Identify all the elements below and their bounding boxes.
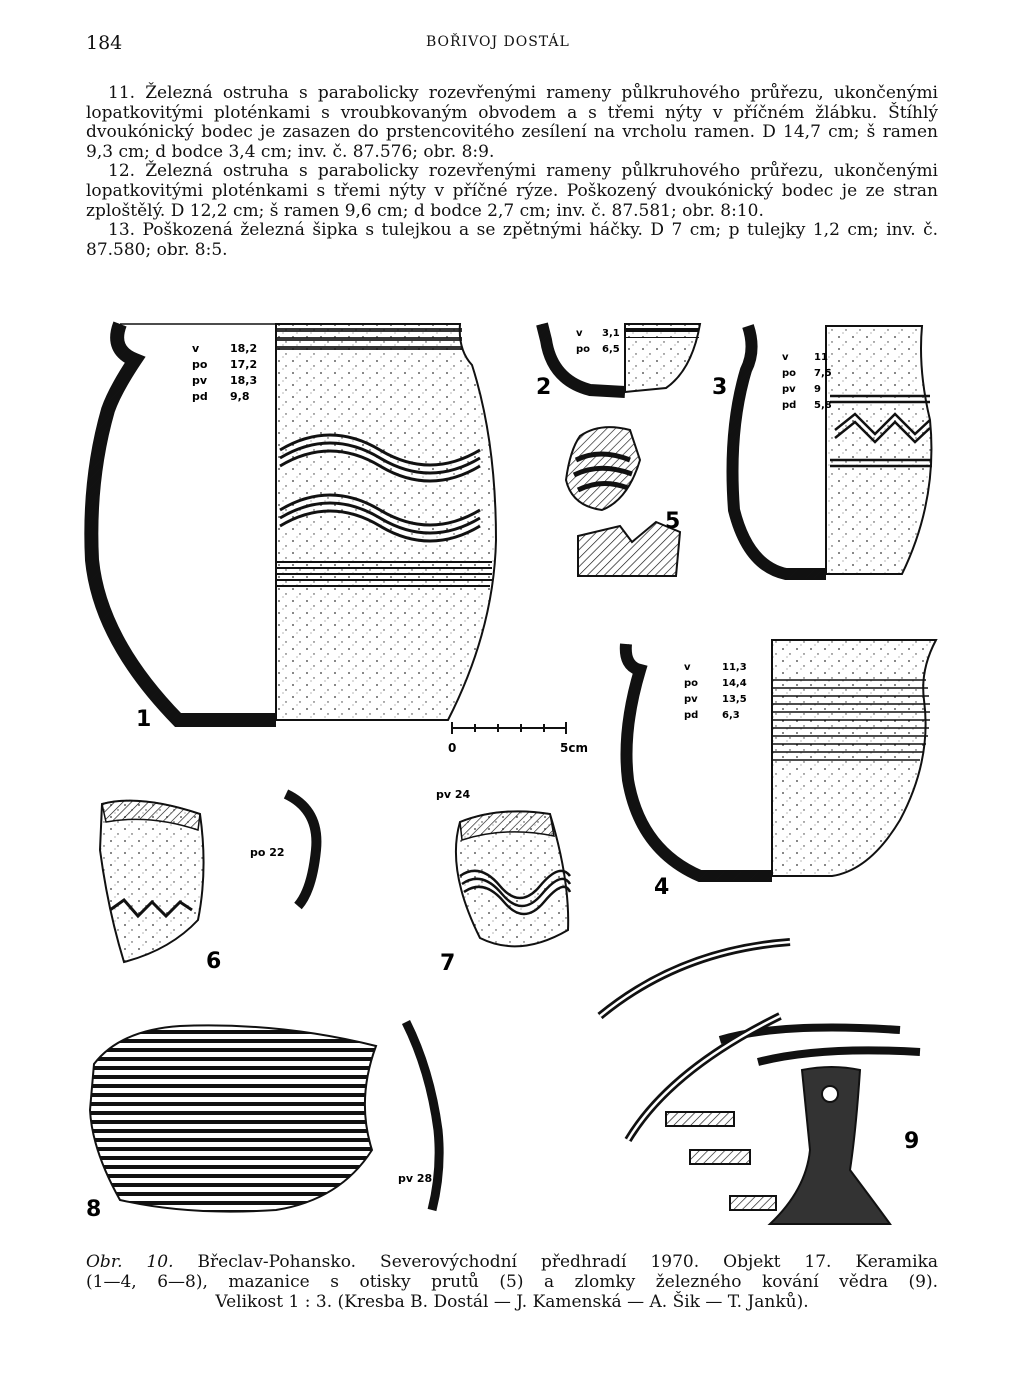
running-title: BOŘIVOJ DOSTÁL bbox=[426, 34, 570, 50]
daub-fragments-5 bbox=[566, 427, 680, 576]
dim-value: 9,8 bbox=[230, 390, 250, 403]
vessel-2-drawing bbox=[536, 324, 700, 400]
dim-value: 18,2 bbox=[230, 342, 258, 355]
dim-value: 13,5 bbox=[722, 694, 747, 705]
sherd-8-drawing bbox=[86, 1022, 439, 1222]
dim-value: 11,3 bbox=[722, 662, 747, 673]
dim-label: po bbox=[684, 678, 699, 689]
scale-end: 5cm bbox=[560, 741, 588, 755]
sherd-8-dimension: pv 28 bbox=[398, 1172, 433, 1185]
dim-label: v bbox=[782, 352, 789, 363]
caption-text: Břeclav-Pohansko. Severovýchodní předhradí 1970. Objekt 17. Keramika bbox=[197, 1252, 939, 1272]
figure-caption bbox=[86, 1252, 938, 1312]
dim-label: pd bbox=[782, 400, 797, 411]
dim-label: pv bbox=[192, 374, 208, 387]
catalogue-entry-11: 11. Železná ostruha s parabolicky rozevřenými rameny půlkruhového průřezu, ukončenými lopatkovitými ploténkami s vroubkovaným obvodem a s třemi nýty v příčném žlábku. Štíhlý dvoukónický bodec je zasazen do prstencovitého zesílení na vrcholu ramen. D 14,7 cm; š ramen 9,3 cm; d bodce 3,4 cm; inv. č. 87.576; obr. 8:9. bbox=[86, 83, 938, 162]
vessel-3-drawing bbox=[712, 326, 932, 574]
dim-value: 18,3 bbox=[230, 374, 258, 387]
figure-number-3: 3 bbox=[712, 375, 728, 400]
dim-label: pv bbox=[782, 384, 796, 395]
dim-label: pv bbox=[684, 694, 698, 705]
sherd-6-drawing bbox=[100, 794, 316, 974]
caption-line-2: (1—4, 6—8), mazanice s otisky prutů (5) a zlomky železného kování vědra (9). bbox=[86, 1272, 938, 1292]
dim-value: 17,2 bbox=[230, 358, 258, 371]
figure-number-5: 5 bbox=[665, 509, 681, 534]
figure-plate bbox=[80, 310, 960, 1245]
sherd-7-drawing bbox=[436, 788, 570, 976]
figure-number-2: 2 bbox=[536, 375, 552, 400]
dim-label: po bbox=[782, 368, 797, 379]
dim-value: 7,5 bbox=[814, 368, 832, 379]
bucket-fittings-9 bbox=[600, 942, 920, 1224]
caption-line-1 bbox=[86, 1252, 938, 1272]
dim-value: 14,4 bbox=[722, 678, 747, 689]
dim-label: pd bbox=[192, 390, 208, 403]
scale-start: 0 bbox=[448, 741, 457, 755]
dim-value: 3,1 bbox=[602, 328, 620, 339]
dim-value: 6,5 bbox=[602, 344, 620, 355]
sherd-7-dimension: pv 24 bbox=[436, 788, 471, 801]
dim-label: v bbox=[192, 342, 200, 355]
vessel-4-drawing bbox=[626, 640, 936, 900]
vessel-1-dimensions bbox=[192, 342, 257, 403]
dim-value: 9 bbox=[814, 384, 821, 395]
vessel-1-drawing bbox=[91, 324, 496, 732]
figure-number-4: 4 bbox=[654, 875, 670, 900]
dim-label: v bbox=[684, 662, 691, 673]
figure-drawing bbox=[80, 310, 960, 1245]
dim-label: po bbox=[576, 344, 591, 355]
figure-number-6: 6 bbox=[206, 949, 222, 974]
dim-value: 6,3 bbox=[722, 710, 740, 721]
page-number: 184 bbox=[86, 32, 123, 54]
catalogue-entry-12: 12. Železná ostruha s parabolicky rozevřenými rameny půlkruhového průřezu, ukončenými lopatkovitými ploténkami s třemi nýty v příčné rýze. Poškozený dvoukónický bodec je ze stran zploštělý. D 12,2 cm; š ramen 9,6 cm; d bodce 2,7 cm; inv. č. 87.581; obr. 8:10. bbox=[86, 161, 938, 221]
caption-line-3: Velikost 1 : 3. (Kresba B. Dostál — J. Kamenská — A. Šik — T. Janků). bbox=[215, 1292, 809, 1312]
figure-number-7: 7 bbox=[440, 951, 456, 976]
dim-label: pd bbox=[684, 710, 699, 721]
dim-value: 5,8 bbox=[814, 400, 832, 411]
figure-number-8: 8 bbox=[86, 1197, 102, 1222]
dim-value: 11 bbox=[814, 352, 828, 363]
running-head bbox=[86, 32, 938, 56]
dim-label: po bbox=[192, 358, 208, 371]
sherd-6-dimension: po 22 bbox=[250, 846, 285, 859]
figure-number-9: 9 bbox=[904, 1129, 920, 1154]
catalogue-text bbox=[86, 84, 938, 260]
dim-label: v bbox=[576, 328, 583, 339]
scale-bar bbox=[448, 722, 588, 755]
catalogue-entry-13: 13. Poškozená železná šipka s tulejkou a se zpětnými háčky. D 7 cm; p tulejky 1,2 cm; inv. č. 87.580; obr. 8:5. bbox=[86, 220, 938, 260]
caption-figure-number: Obr. 10. bbox=[86, 1252, 174, 1272]
figure-number-1: 1 bbox=[136, 707, 152, 732]
